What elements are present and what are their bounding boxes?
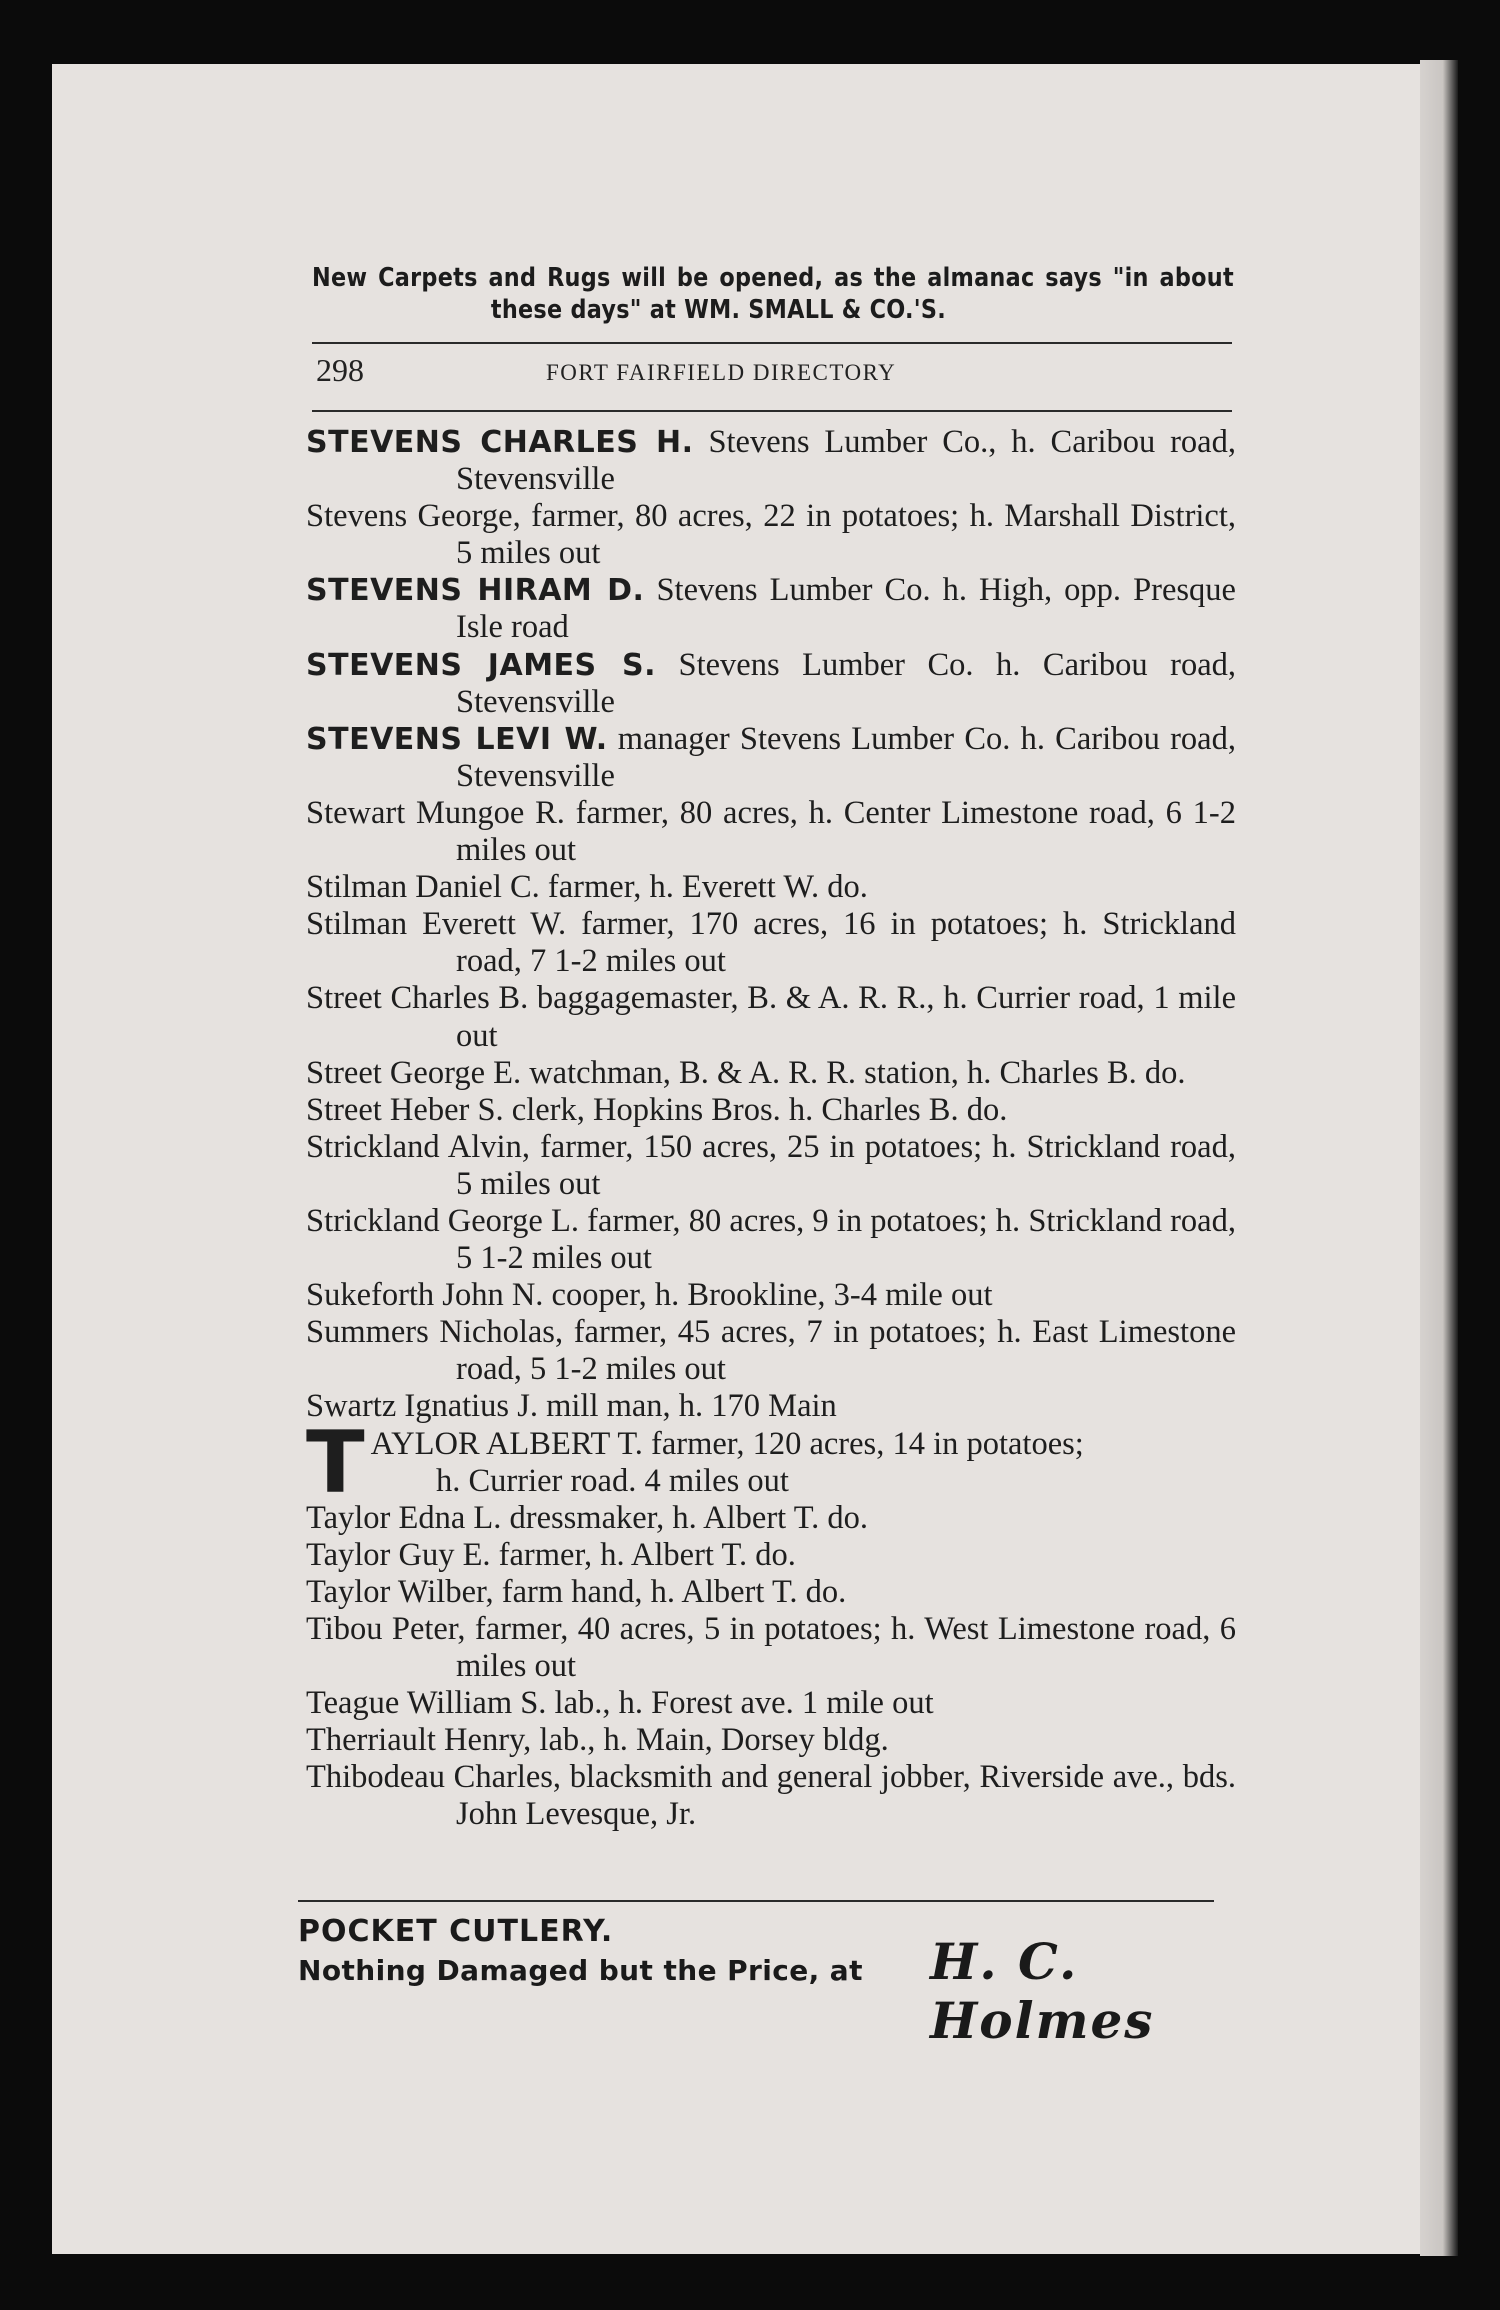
entry-text: Stevens Lumber Co. h. High, opp. Presque Isle road [456, 572, 1236, 646]
dropcap-line-1: AYLOR ALBERT T. farmer, 120 acres, 14 in potatoes; [370, 1425, 1084, 1462]
directory-entry [306, 1055, 1236, 1092]
header-rule [312, 410, 1232, 412]
entry-text: Street George E. watchman, B. & A. R. R. station, h. Charles B. do. [306, 1054, 1186, 1091]
directory-entry [306, 1129, 1236, 1203]
entry-text: Summers Nicholas, farmer, 45 acres, 7 in potatoes; h. East Limestone road, 5 1-2 miles out [306, 1314, 1236, 1388]
directory-entry [306, 1722, 1236, 1759]
shop-name: H. C. Holmes [930, 1932, 1155, 2050]
directory-entry [306, 1759, 1236, 1833]
entry-text: Stevens George, farmer, 80 acres, 22 in potatoes; h. Marshall District, 5 miles out [306, 498, 1236, 572]
directory-entry [306, 1500, 1236, 1537]
bottom-ad-line-2: Nothing Damaged but the Price, at [298, 1954, 863, 1987]
page-edge [1420, 60, 1458, 2256]
directory-entry [306, 647, 1236, 721]
entry-text: Therriault Henry, lab., h. Main, Dorsey bldg. [306, 1722, 889, 1759]
bottom-advertisement [298, 1910, 1238, 2050]
entry-name-bold: STEVENS CHARLES H. [306, 425, 694, 460]
entry-text: Stilman Everett W. farmer, 170 acres, 16 in potatoes; h. Strickland road, 7 1-2 miles out [306, 906, 1236, 980]
entry-text: Strickland George L. farmer, 80 acres, 9 in potatoes; h. Strickland road, 5 1-2 miles out [306, 1202, 1236, 1277]
directory-entry [306, 1685, 1236, 1722]
directory-entry [306, 1574, 1236, 1611]
directory-entry [306, 1388, 1236, 1425]
directory-entry [306, 572, 1236, 646]
entry-text: manager Stevens Lumber Co. h. Caribou road, Stevensville [456, 720, 1236, 794]
top-ad-line-2: these days" at WM. SMALL & CO.'S. [490, 295, 946, 325]
bottom-ad-line-1: POCKET CUTLERY. [298, 1914, 614, 1949]
directory-entry [306, 1277, 1236, 1314]
entry-text: Sukeforth John N. cooper, h. Brookline, 3-4 mile out [306, 1277, 993, 1314]
entry-text: Tibou Peter, farmer, 40 acres, 5 in potatoes; h. West Limestone road, 6 miles out [306, 1611, 1236, 1685]
directory-entry [306, 795, 1236, 869]
entry-text: Stewart Mungoe R. farmer, 80 acres, h. Center Limestone road, 6 1-2 miles out [306, 794, 1236, 869]
directory-entry [306, 1611, 1236, 1685]
entry-text: Street Charles B. baggagemaster, B. & A. R. R., h. Currier road, 1 mile out [306, 980, 1236, 1054]
directory-entry [306, 1203, 1236, 1277]
directory-entry [306, 980, 1236, 1054]
directory-entry [306, 1314, 1236, 1388]
directory-entries [306, 424, 1236, 1834]
directory-entry [306, 906, 1236, 980]
top-ad-line-1: New Carpets and Rugs will be opened, as the almanac says "in about [312, 263, 1234, 293]
directory-entry [306, 1537, 1236, 1574]
entry-text: Taylor Guy E. farmer, h. Albert T. do. [306, 1536, 796, 1573]
entry-text: Stevens Lumber Co., h. Caribou road, Stevensville [456, 424, 1236, 498]
entry-text: Stilman Daniel C. farmer, h. Everett W. do. [306, 869, 868, 906]
top-advertisement [312, 262, 1234, 326]
entry-text: Stevens Lumber Co. h. Caribou road, Stevensville [456, 646, 1236, 720]
entry-name-bold: STEVENS HIRAM D. [306, 573, 645, 609]
entry-text: Swartz Ignatius J. mill man, h. 170 Main [306, 1388, 837, 1425]
dropcap-entry [306, 1412, 1236, 1513]
dropcap-line-2: h. Currier road. 4 miles out [436, 1462, 789, 1499]
directory-entry [306, 424, 1236, 498]
entry-name-bold: STEVENS JAMES S. [306, 647, 656, 683]
dropcap-letter: T [306, 1412, 365, 1513]
entry-name-bold: STEVENS LEVI W. [306, 721, 608, 757]
bottom-rule [298, 1900, 1214, 1902]
entry-text: Taylor Edna L. dressmaker, h. Albert T. do. [306, 1499, 869, 1536]
directory-entry [306, 721, 1236, 795]
entry-text: Teague William S. lab., h. Forest ave. 1 mile out [306, 1685, 934, 1722]
directory-entry [306, 869, 1236, 906]
entry-text: Thibodeau Charles, blacksmith and general jobber, Riverside ave., bds. John Levesque, Jr. [306, 1759, 1236, 1833]
entry-text: Strickland Alvin, farmer, 150 acres, 25 in potatoes; h. Strickland road, 5 miles out [306, 1128, 1236, 1202]
running-head [316, 352, 1232, 392]
directory-entry [306, 1092, 1236, 1129]
entry-text: Taylor Wilber, farm hand, h. Albert T. do. [306, 1573, 847, 1610]
directory-title: FORT FAIRFIELD DIRECTORY [546, 360, 897, 385]
directory-entry [306, 498, 1236, 572]
top-ad-rule [312, 342, 1232, 344]
entry-text: Street Heber S. clerk, Hopkins Bros. h. Charles B. do. [306, 1091, 1008, 1128]
page-number: 298 [316, 352, 364, 388]
